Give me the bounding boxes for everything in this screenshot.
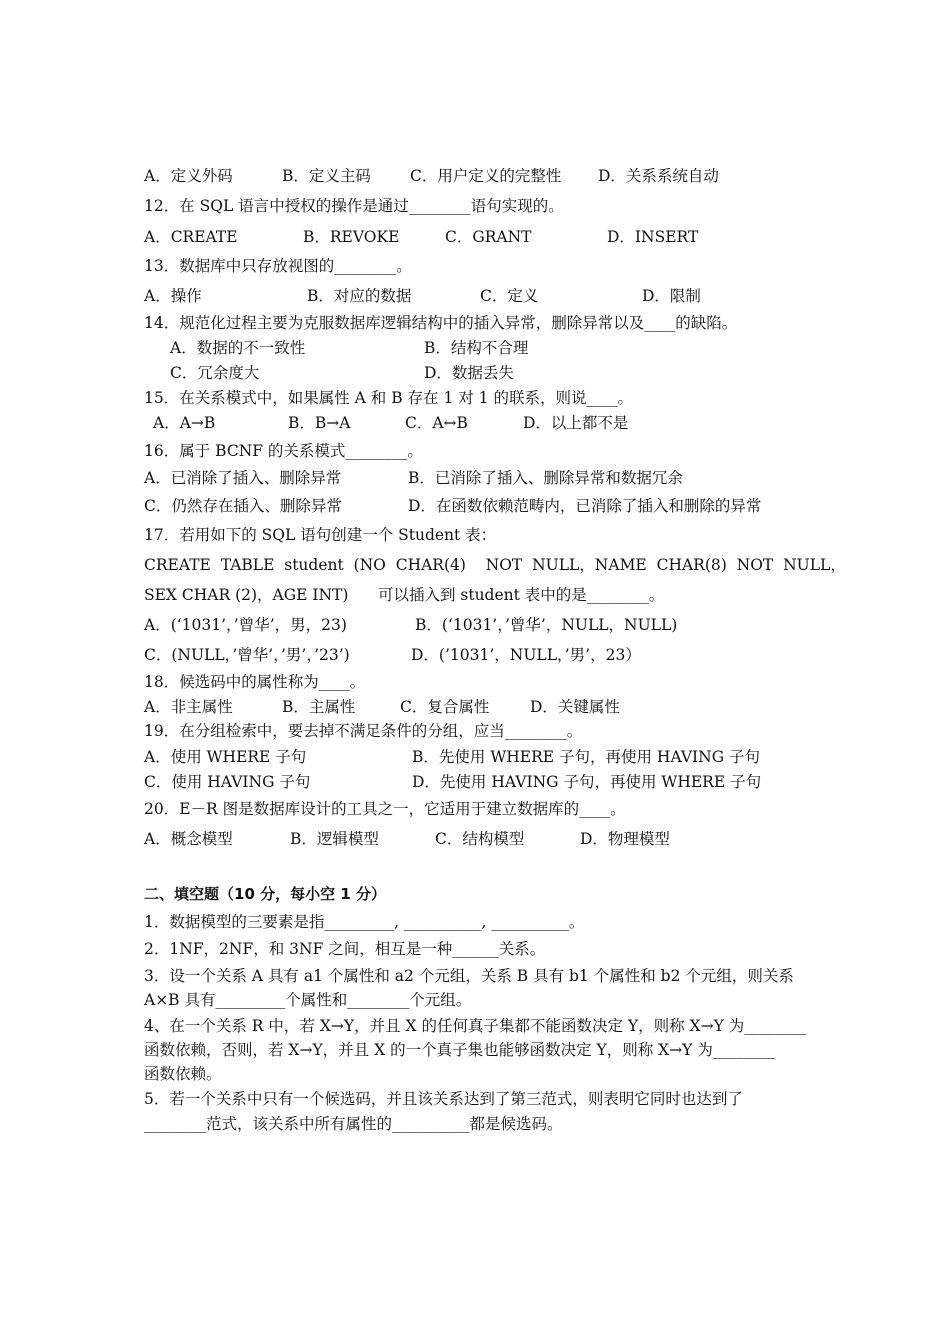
q18-stem: 18．候选码中的属性称为____。 (144, 673, 366, 691)
fill-question-5-line-2: ________范式，该关系中所有属性的__________都是候选码。 (144, 1115, 563, 1133)
q14-option-b: B．结构不合理 (424, 339, 529, 357)
q12-option-d: D．INSERT (607, 228, 699, 246)
q16-option-c: C．仍然存在插入、删除异常 (144, 497, 342, 515)
q13-option-c: C．定义 (480, 287, 539, 305)
q11-option-c: C．用户定义的完整性 (410, 167, 562, 185)
q19-stem: 19．在分组检索中，要去掉不满足条件的分组，应当________。 (144, 722, 583, 740)
q12-stem: 12．在 SQL 语言中授权的操作是通过________语句实现的。 (144, 197, 564, 215)
q17-option-b: B．(‘1031’，’曾华’，NULL，NULL) (415, 616, 678, 634)
q13-option-d: D．限制 (642, 287, 701, 305)
q17-option-c: C．(NULL，’曾华’，’男’，’23’) (144, 646, 350, 664)
q18-option-d: D．关键属性 (530, 698, 620, 716)
q15-option-b: B．B→A (288, 414, 351, 432)
q11-option-a: A．定义外码 (144, 167, 233, 185)
q14-option-c: C．冗余度大 (170, 364, 260, 382)
q18-option-c: C．复合属性 (400, 698, 490, 716)
q12-option-b: B．REVOKE (303, 228, 400, 246)
q15-option-d: D．以上都不是 (523, 414, 629, 432)
q20-option-a: A．概念模型 (144, 830, 233, 848)
q20-option-b: B．逻辑模型 (290, 830, 379, 848)
q17-sql-line-1: CREATE TABLE student (NO CHAR(4) NOT NULL，NAME CHAR(8) NOT NULL， (144, 556, 846, 574)
q20-stem: 20．E－R 图是数据库设计的工具之一，它适用于建立数据库的____。 (144, 800, 626, 818)
q15-stem: 15．在关系模式中，如果属性 A 和 B 存在 1 对 1 的联系，则说____。 (144, 389, 633, 407)
q17-stem: 17．若用如下的 SQL 语句创建一个 Student 表： (144, 526, 497, 544)
q12-option-c: C．GRANT (445, 228, 532, 246)
q15-option-c: C．A↔B (405, 414, 468, 432)
q12-option-a: A．CREATE (144, 228, 238, 246)
q18-option-a: A．非主属性 (144, 698, 233, 716)
fill-question-4-line-2: 函数依赖，否则，若 X→Y，并且 X 的一个真子集也能够函数决定 Y，则称 X→Y 为________ (144, 1041, 775, 1059)
q18-option-b: B．主属性 (282, 698, 356, 716)
fill-question-5-line-1: 5．若一个关系中只有一个候选码，并且该关系达到了第三范式，则表明它同时也达到了 (144, 1090, 743, 1108)
q17-sql-line-2: SEX CHAR (2)，AGE INT) 可以插入到 student 表中的是________。 (144, 586, 665, 604)
q11-option-b: B．定义主码 (282, 167, 371, 185)
section-2-heading: 二、填空题（10 分，每小空 1 分） (144, 885, 386, 903)
q19-option-d: D．先使用 HAVING 子句，再使用 WHERE 子句 (412, 773, 762, 791)
fill-question-4-line-1: 4、在一个关系 R 中，若 X→Y，并且 X 的任何真子集都不能函数决定 Y，则称 X→Y 为________ (144, 1017, 807, 1035)
fill-question-3-line-1: 3．设一个关系 A 具有 a1 个属性和 a2 个元组，关系 B 具有 b1 个属性和 b2 个元组，则关系 (144, 967, 794, 985)
q13-stem: 13．数据库中只存放视图的________。 (144, 257, 412, 275)
q17-option-a: A．(‘1031’，’曾华’，男，23) (144, 616, 347, 634)
q15-option-a: A．A→B (153, 414, 216, 432)
q13-option-b: B．对应的数据 (307, 287, 412, 305)
q16-option-d: D．在函数依赖范畴内，已消除了插入和删除的异常 (408, 497, 762, 515)
q11-option-d: D．关系系统自动 (598, 167, 719, 185)
q14-option-a: A．数据的不一致性 (170, 339, 306, 357)
q14-option-d: D．数据丢失 (424, 364, 514, 382)
q20-option-d: D．物理模型 (580, 830, 670, 848)
q16-option-a: A．已消除了插入、删除异常 (144, 469, 342, 487)
q19-option-c: C．使用 HAVING 子句 (144, 773, 311, 791)
fill-question-1: 1．数据模型的三要素是指_________, __________, __________。 (144, 913, 585, 931)
q14-stem: 14．规范化过程主要为克服数据库逻辑结构中的插入异常，删除异常以及____的缺陷。 (144, 314, 738, 332)
q19-option-b: B．先使用 WHERE 子句，再使用 HAVING 子句 (412, 748, 761, 766)
q19-option-a: A．使用 WHERE 子句 (144, 748, 307, 766)
fill-question-2: 2．1NF，2NF，和 3NF 之间，相互是一种______关系。 (144, 940, 546, 958)
q13-option-a: A．操作 (144, 287, 202, 305)
q20-option-c: C．结构模型 (435, 830, 525, 848)
fill-question-3-line-2: A×B 具有_________个属性和________个元组。 (144, 991, 472, 1009)
q16-stem: 16．属于 BCNF 的关系模式________。 (144, 442, 423, 460)
fill-question-4-line-3: 函数依赖。 (144, 1065, 222, 1083)
q17-option-d: D．(’1031’，NULL，’男’，23） (411, 646, 641, 664)
q16-option-b: B．已消除了插入、删除异常和数据冗余 (408, 469, 683, 487)
